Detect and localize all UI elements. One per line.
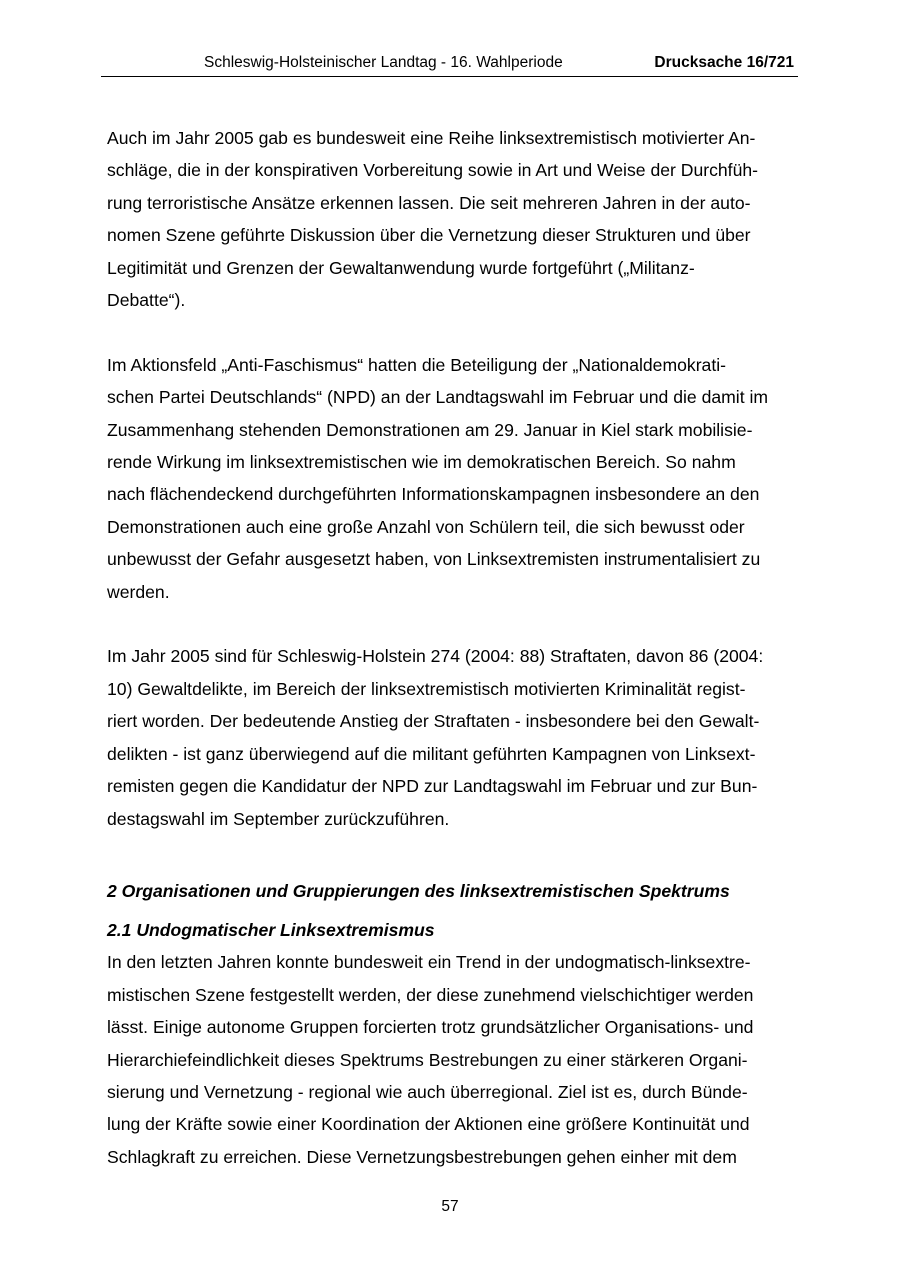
text-line: rende Wirkung im linksextremistischen wie im demokratischen Bereich. So nahm xyxy=(107,452,736,473)
text-line: Hierarchiefeindlichkeit dieses Spektrums Bestrebungen zu einer stärkeren Organi- xyxy=(107,1049,748,1070)
text-line: Im Jahr 2005 sind für Schleswig-Holstein 274 (2004: 88) Straftaten, davon 86 (2004: xyxy=(107,646,764,667)
subsection-heading: 2.1 Undogmatischer Linksextremismus xyxy=(107,920,435,941)
text-line: riert worden. Der bedeutende Anstieg der Straftaten - insbesondere bei den Gewalt- xyxy=(107,711,760,732)
page-header xyxy=(101,52,798,77)
text-line: delikten - ist ganz überwiegend auf die militant geführten Kampagnen von Linksext- xyxy=(107,743,756,764)
paragraph-spacer xyxy=(107,835,795,867)
text-line: nomen Szene geführte Diskussion über die Vernetzung dieser Strukturen und über xyxy=(107,225,751,246)
text-line: Im Aktionsfeld „Anti-Faschismus“ hatten die Beteiligung der „Nationaldemokrati- xyxy=(107,354,726,375)
section-heading: 2 Organisationen und Gruppierungen des linksextremistischen Spektrums xyxy=(107,881,730,902)
paragraph-spacer xyxy=(107,608,795,640)
text-line: sierung und Vernetzung - regional wie auch überregional. Ziel ist es, durch Bünde- xyxy=(107,1081,748,1102)
text-line: Demonstrationen auch eine große Anzahl von Schülern teil, die sich bewusst oder xyxy=(107,516,745,537)
text-line: Debatte“). xyxy=(107,290,186,311)
text-line: destagswahl im September zurückzuführen. xyxy=(107,808,450,829)
text-line: rung terroristische Ansätze erkennen lassen. Die seit mehreren Jahren in der auto- xyxy=(107,192,751,213)
paragraph xyxy=(107,349,795,608)
text-line: Zusammenhang stehenden Demonstrationen am 29. Januar in Kiel stark mobilisie- xyxy=(107,419,753,440)
document-body xyxy=(107,122,795,1173)
paragraph-spacer xyxy=(107,316,795,348)
text-line: unbewusst der Gefahr ausgesetzt haben, von Linksextremisten instrumentalisiert zu xyxy=(107,549,761,570)
paragraph xyxy=(107,122,795,316)
text-line: Legitimität und Grenzen der Gewaltanwendung wurde fortgeführt („Militanz- xyxy=(107,257,695,278)
paragraph xyxy=(107,946,795,1173)
text-line: werden. xyxy=(107,581,170,602)
document-number: Drucksache 16/721 xyxy=(654,54,794,71)
text-line: Schlagkraft zu erreichen. Diese Vernetzungsbestrebungen gehen einher mit dem xyxy=(107,1146,737,1167)
text-line: mistischen Szene festgestellt werden, der diese zunehmend vielschichtiger werden xyxy=(107,984,754,1005)
text-line: In den letzten Jahren konnte bundesweit ein Trend in der undogmatisch-linksextre- xyxy=(107,952,751,973)
text-line: schläge, die in der konspirativen Vorbereitung sowie in Art und Weise der Durchfüh- xyxy=(107,160,759,181)
text-line: lung der Kräfte sowie einer Koordination der Aktionen eine größere Kontinuität und xyxy=(107,1114,750,1135)
text-line: 10) Gewaltdelikte, im Bereich der linksextremistisch motivierten Kriminalität regist- xyxy=(107,678,746,699)
paragraph xyxy=(107,640,795,834)
text-line: schen Partei Deutschlands“ (NPD) an der Landtagswahl im Februar und die damit im xyxy=(107,387,769,408)
text-line: lässt. Einige autonome Gruppen forcierten trotz grundsätzlicher Organisations- und xyxy=(107,1017,754,1038)
text-line: Auch im Jahr 2005 gab es bundesweit eine Reihe linksextremistisch motivierter An- xyxy=(107,128,756,148)
text-line: remisten gegen die Kandidatur der NPD zur Landtagswahl im Februar und zur Bun- xyxy=(107,776,758,797)
page-number: 57 xyxy=(441,1198,459,1215)
text-line: nach flächendeckend durchgeführten Informationskampagnen insbesondere an den xyxy=(107,484,760,505)
header-title: Schleswig-Holsteinischer Landtag - 16. Wahlperiode xyxy=(204,54,563,71)
